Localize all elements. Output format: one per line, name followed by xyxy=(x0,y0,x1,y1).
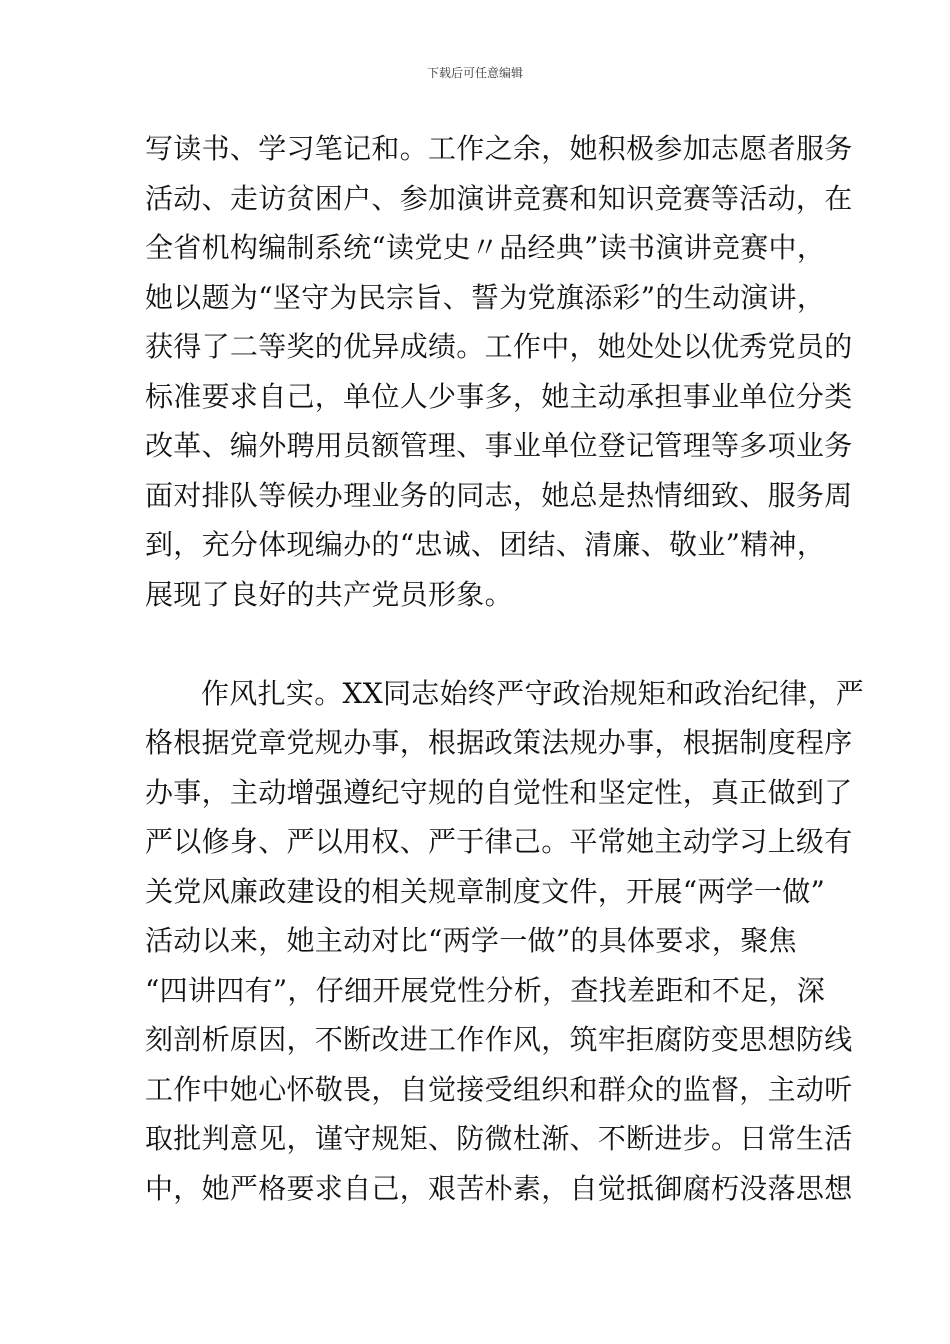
text-line: 标准要求自己，单位人少事多，她主动承担事业单位分类 xyxy=(145,379,853,413)
text-line: 工作中她心怀敬畏，自觉接受组织和群众的监督，主动听 xyxy=(145,1072,853,1106)
text-line: 她以题为“坚守为民宗旨、誓为党旗添彩”的生动演讲， xyxy=(145,280,826,314)
text-line: 中，她严格要求自己，艰苦朴素，自觉抵御腐朽没落思想 xyxy=(145,1171,853,1205)
document-body xyxy=(145,124,865,1213)
text-line: “四讲四有”，仔细开展党性分析，查找差距和不足，深 xyxy=(145,973,826,1007)
text-line: 到，充分体现编办的“忠诚、团结、清廉、敬业”精神， xyxy=(145,528,826,561)
text-line: 展现了良好的共产党员形象。 xyxy=(145,577,513,611)
text-line: 获得了二等奖的优异成绩。工作中，她处处以优秀党员的 xyxy=(145,330,853,363)
paragraph-spacer xyxy=(145,619,825,669)
text-line: 刻剖析原因，不断改进工作作风，筑牢拒腐防变思想防线 xyxy=(145,1023,853,1056)
text-line: 关党风廉政建设的相关规章制度文件，开展“两学一做” xyxy=(145,874,826,908)
text-line: 面对排队等候办理业务的同志，她总是热情细致、服务周 xyxy=(145,478,853,512)
text-line: 办事，主动增强遵纪守规的自觉性和坚定性，真正做到了 xyxy=(145,775,853,809)
text-line: 取批判意见，谨守规矩、防微杜渐、不断进步。日常生活 xyxy=(145,1122,853,1155)
text-line: 格根据党章党规办事，根据政策法规办事，根据制度程序 xyxy=(145,726,853,759)
text-line: 严以修身、严以用权、严于律己。平常她主动学习上级有 xyxy=(145,825,853,858)
page-header: 下载后可任意编辑 xyxy=(426,66,523,80)
text-line: 作风扎实。XX同志始终严守政治规矩和政治纪律，严 xyxy=(201,676,865,710)
paragraph-1 xyxy=(145,124,853,619)
text-line: 写读书、学习笔记和。工作之余，她积极参加志愿者服务 xyxy=(145,132,853,165)
text-line: 全省机构编制系统“读党史〃品经典”读书演讲竞赛中， xyxy=(145,231,826,264)
text-line: 活动、走访贫困户、参加演讲竞赛和知识竞赛等活动，在 xyxy=(145,181,853,215)
paragraph-2 xyxy=(145,669,865,1214)
text-line: 活动以来，她主动对比“两学一做”的具体要求，聚焦 xyxy=(145,924,797,957)
text-line: 改革、编外聘用员额管理、事业单位登记管理等多项业务 xyxy=(145,429,853,462)
